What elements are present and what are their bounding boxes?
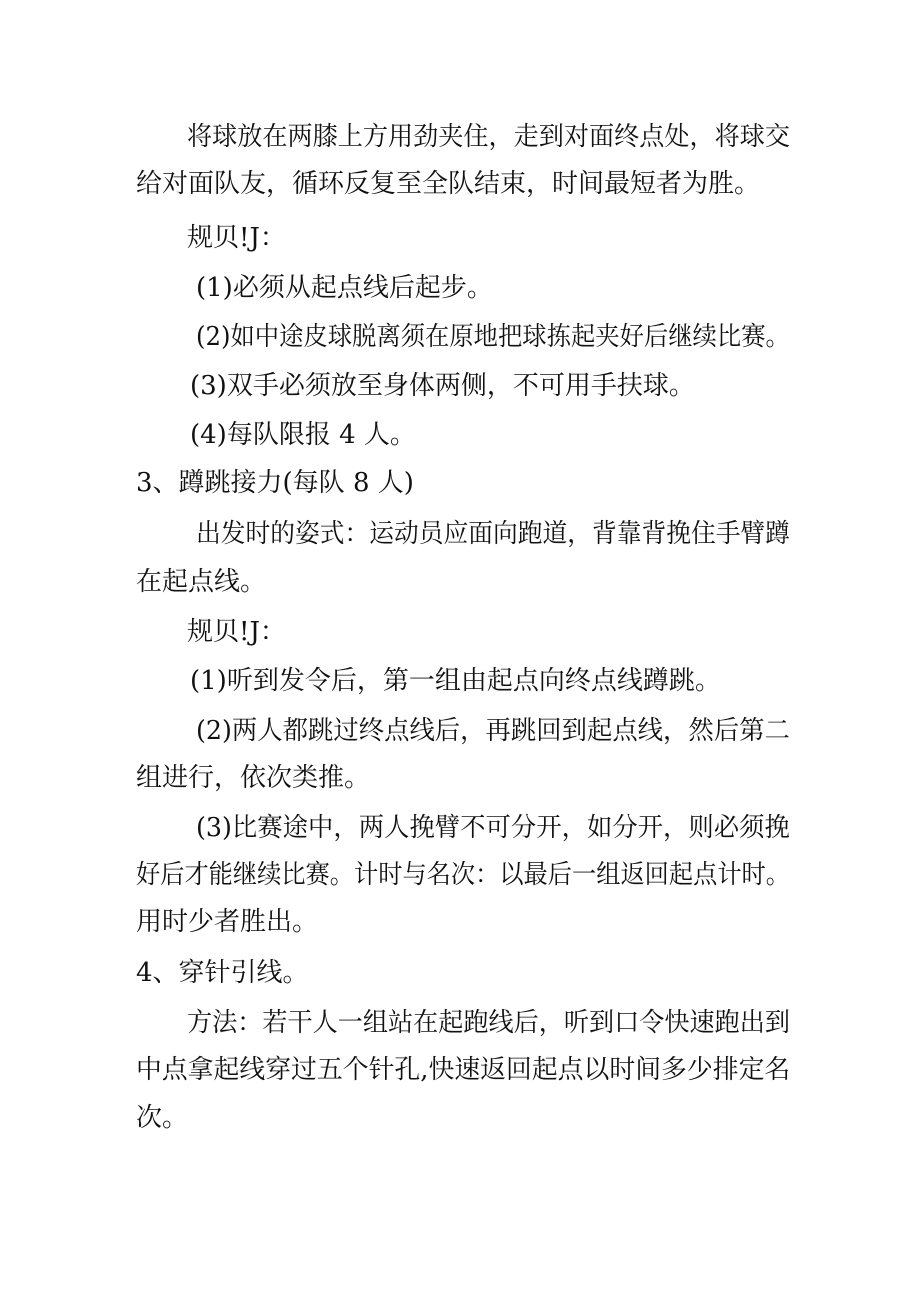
paragraph-line: 好后才能继续比赛。计时与名次：以最后一组返回起点计时。 (136, 860, 791, 890)
section-heading: 3、蹲跳接力(每队 8 人) (136, 468, 414, 498)
paragraph-line: 给对面队友，循环反复至全队结束，时间最短者为胜。 (136, 169, 761, 199)
paragraph-line: 将球放在两膝上方用劲夹住，走到对面终点处，将球交 (187, 122, 791, 152)
rule-item: (3)双手必须放至身体两侧，不可用手扶球。 (190, 371, 695, 401)
paragraph-line: 在起点线。 (136, 567, 267, 597)
paragraph-line: 中点拿起线穿过五个针孔,快速返回起点以时间多少排定名 (136, 1055, 791, 1085)
rule-item: (2)如中途皮球脱离须在原地把球拣起夹好后继续比赛。 (196, 322, 790, 352)
rule-item: (1)必须从起点线后起步。 (196, 273, 493, 303)
section-heading: 4、穿针引线。 (136, 958, 309, 988)
rules-heading: 规贝!J： (187, 223, 286, 253)
rules-heading: 规贝!J： (187, 617, 286, 647)
rule-item: (2)两人都跳过终点线后，再跳回到起点线，然后第二 (196, 716, 790, 746)
rule-item: (3)比赛途中，两人挽臂不可分开，如分开，则必须挽 (196, 813, 790, 843)
rule-item: (4)每队限报 4 人。 (190, 420, 416, 450)
paragraph-line: 组进行，依次类推。 (136, 763, 371, 793)
paragraph-line: 方法：若干人一组站在起跑线后，听到口令快速跑出到 (187, 1008, 791, 1038)
rule-item: (1)听到发令后，第一组由起点向终点线蹲跳。 (190, 666, 721, 696)
paragraph-line: 出发时的姿式：运动员应面向跑道，背靠背挽住手臂蹲 (196, 519, 791, 549)
paragraph-line: 用时少者胜出。 (136, 907, 319, 937)
paragraph-line: 次。 (136, 1103, 189, 1133)
